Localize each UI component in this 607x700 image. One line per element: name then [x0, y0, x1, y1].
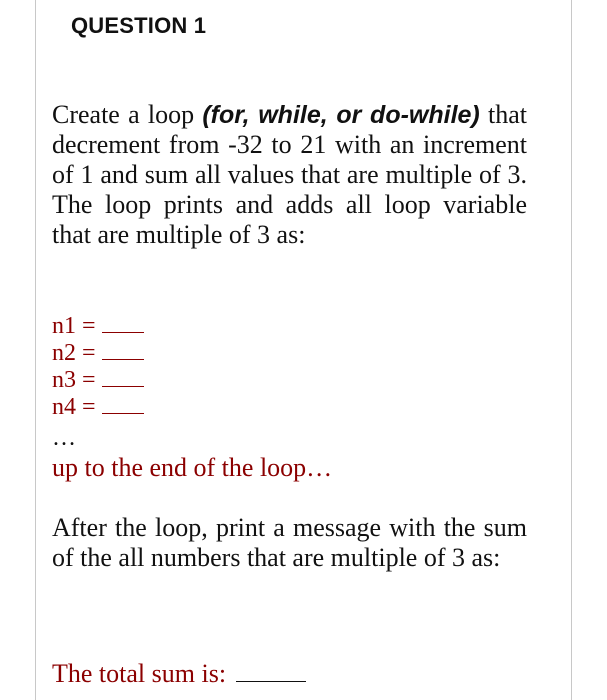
continuation-ellipsis: …	[52, 425, 76, 451]
prompt-loop-keywords: (for, while, or do-while)	[202, 101, 480, 129]
total-sum-label: The total sum is:	[52, 659, 227, 688]
prompt-text-end: that decrement from -32 to 21 with an increment of 1 and sum all values that are multiple of 3. The loop prints and adds all loop variable that are multiple of 3 as:	[52, 100, 527, 249]
variable-row	[52, 340, 144, 367]
up-to-end-text: up to the end of the loop…	[52, 453, 333, 482]
answer-blank	[102, 397, 144, 414]
after-loop-text: After the loop, print a message with the sum of the all numbers that are multiple of 3 as:	[52, 513, 527, 572]
prompt-text-start: Create a loop	[52, 100, 203, 129]
variable-list	[52, 313, 144, 421]
total-sum-line	[52, 659, 306, 689]
answer-blank	[102, 316, 144, 333]
question-card	[35, 0, 572, 700]
variable-row	[52, 394, 144, 421]
variable-label: n1 =	[52, 313, 96, 339]
variable-label: n4 =	[52, 394, 96, 420]
total-sum-blank	[236, 663, 306, 682]
variable-row	[52, 313, 144, 340]
variable-label: n3 =	[52, 367, 96, 393]
question-title: QUESTION 1	[71, 13, 207, 38]
variable-label: n2 =	[52, 340, 96, 366]
answer-blank	[102, 370, 144, 387]
answer-blank	[102, 343, 144, 360]
variable-row	[52, 367, 144, 394]
question-prompt	[52, 100, 527, 250]
